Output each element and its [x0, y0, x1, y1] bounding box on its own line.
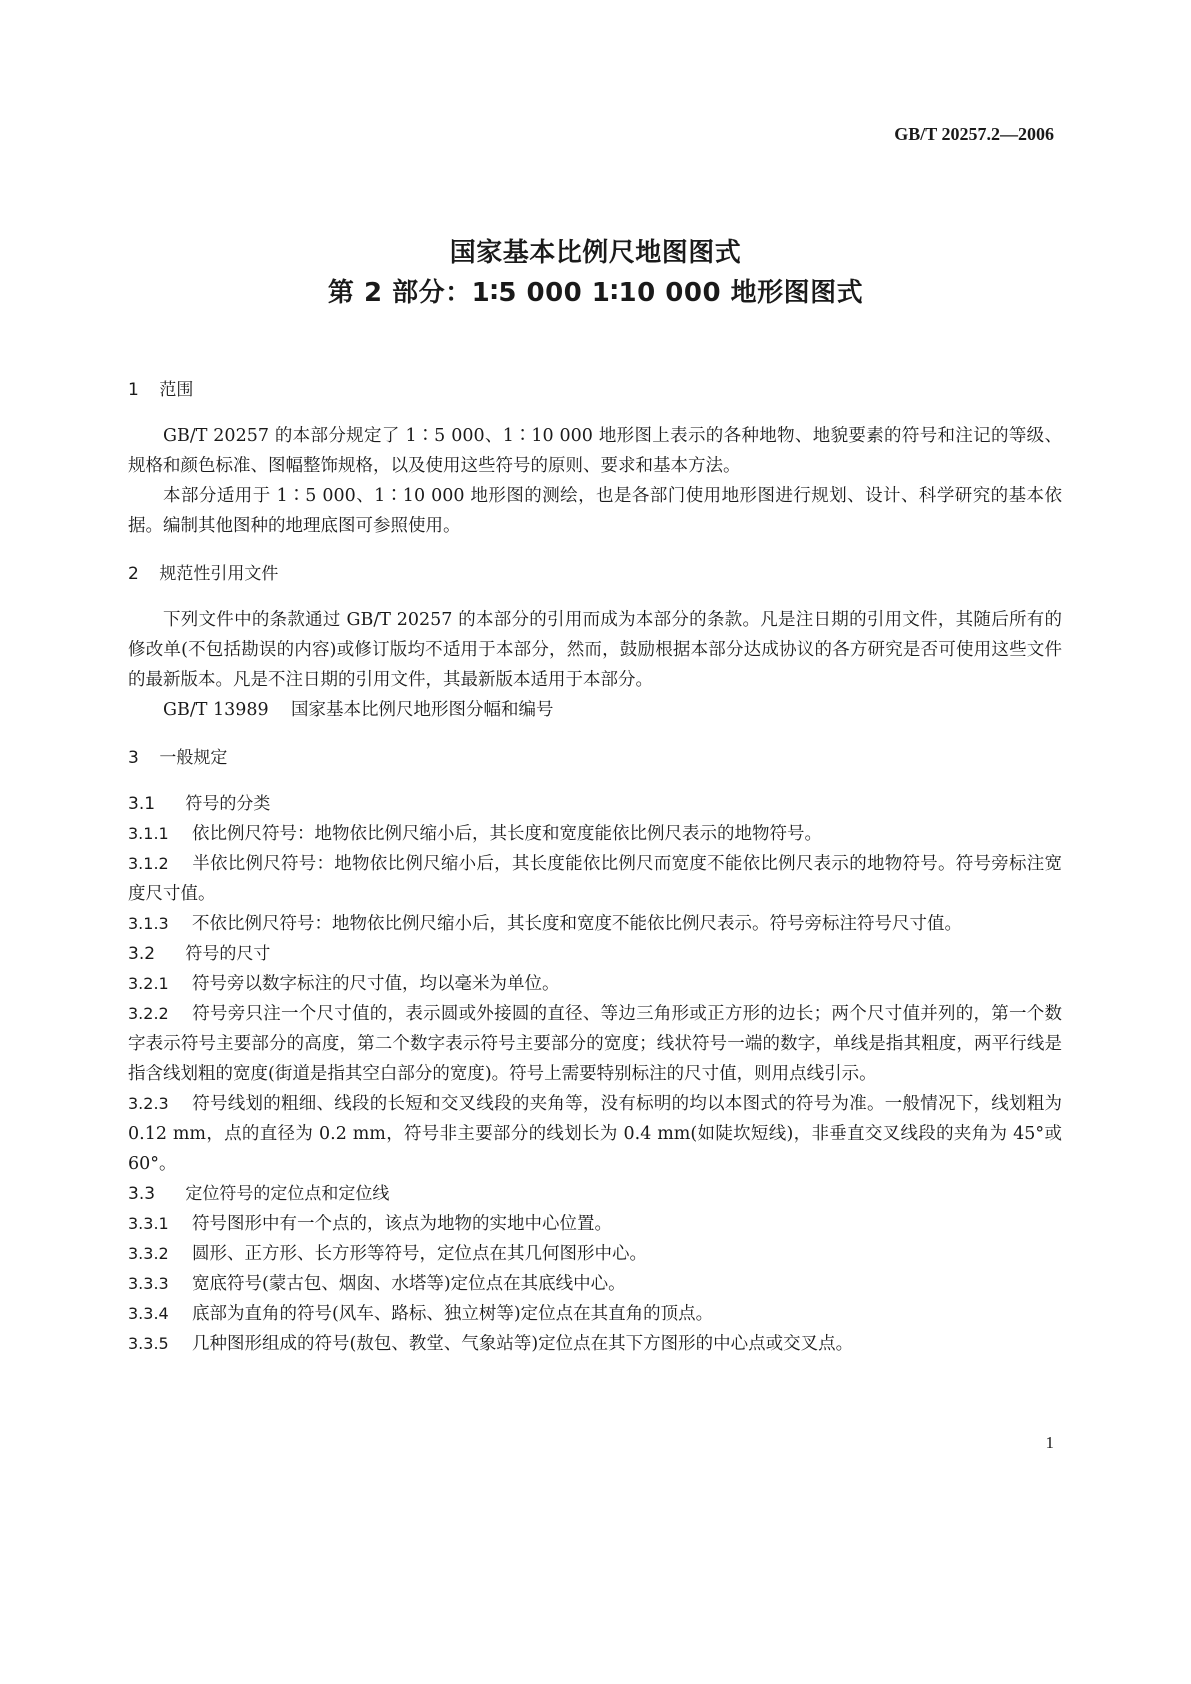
subsection-number: 3.3	[128, 1184, 156, 1204]
subsection-number: 3.1	[128, 794, 156, 814]
section-title: 规范性引用文件	[159, 564, 279, 584]
clause-3-3-1	[128, 1209, 1062, 1239]
clause-number: 3.3.2	[128, 1244, 169, 1263]
subsection-3-3-heading	[128, 1179, 1062, 1209]
section-title: 范围	[159, 380, 194, 400]
clause-3-2-3	[128, 1089, 1062, 1179]
clause-3-1-1	[128, 819, 1062, 849]
clause-number: 3.2.2	[128, 1004, 169, 1023]
normative-reference	[128, 695, 1062, 725]
clause-number: 3.3.1	[128, 1214, 169, 1233]
subsection-3-1-heading	[128, 789, 1062, 819]
clause-3-2-2	[128, 999, 1062, 1089]
clause-3-1-3	[128, 909, 1062, 939]
clause-text: 符号图形中有一个点的，该点为地物的实地中心位置。	[192, 1214, 612, 1234]
document-title: 国家基本比例尺地图图式	[449, 238, 742, 268]
clause-number: 3.2.3	[128, 1094, 169, 1113]
section-number: 3	[128, 748, 139, 768]
clause-text: 不依比例尺符号：地物依比例尺缩小后，其长度和宽度不能依比例尺表示。符号旁标注符号尺寸值。	[192, 914, 962, 934]
paragraph: GB/T 20257 的本部分规定了 1∶5 000、1∶10 000 地形图上表示的各种地物、地貌要素的符号和注记的等级、规格和颜色标准、图幅整饰规格，以及使用这些符号的原则、要求和基本方法。	[128, 426, 1062, 476]
document-subtitle: 第 2 部分：1∶5 000 1∶10 000 地形图图式	[327, 278, 864, 308]
clause-3-3-2	[128, 1239, 1062, 1269]
clause-3-3-4	[128, 1299, 1062, 1329]
clause-number: 3.3.3	[128, 1274, 169, 1293]
clause-number: 3.1.1	[128, 824, 169, 843]
clause-text: 底部为直角的符号(风车、路标、独立树等)定位点在其直角的顶点。	[192, 1304, 714, 1324]
subsection-title: 符号的分类	[185, 794, 271, 814]
section-2-heading	[128, 559, 1062, 589]
reference-code: GB/T 13989	[163, 700, 269, 720]
clause-3-1-2	[128, 849, 1062, 909]
clause-text: 几种图形组成的符号(敖包、教堂、气象站等)定位点在其下方图形的中心点或交叉点。	[192, 1334, 854, 1354]
paragraph: 下列文件中的条款通过 GB/T 20257 的本部分的引用而成为本部分的条款。凡是注日期的引用文件，其随后所有的修改单(不包括勘误的内容)或修订版均不适用于本部分，然而，鼓励根据本部分达成协议的各方研究是否可使用这些文件的最新版本。凡是不注日期的引用文件，其最新版本适用于本部分。	[128, 610, 1062, 690]
clause-number: 3.3.4	[128, 1304, 169, 1323]
subsection-title: 符号的尺寸	[185, 944, 271, 964]
clause-text: 宽底符号(蒙古包、烟囱、水塔等)定位点在其底线中心。	[192, 1274, 626, 1294]
subsection-number: 3.2	[128, 944, 156, 964]
clause-text: 半依比例尺符号：地物依比例尺缩小后，其长度能依比例尺而宽度不能依比例尺表示的地物符号。符号旁标注宽度尺寸值。	[128, 854, 1062, 904]
clause-3-3-5	[128, 1329, 1062, 1359]
paragraph: 本部分适用于 1∶5 000、1∶10 000 地形图的测绘，也是各部门使用地形图进行规划、设计、科学研究的基本依据。编制其他图种的地理底图可参照使用。	[128, 486, 1062, 536]
section-number: 1	[128, 380, 139, 400]
document-body	[128, 375, 1062, 1359]
clause-text: 符号旁只注一个尺寸值的，表示圆或外接圆的直径、等边三角形或正方形的边长；两个尺寸值并列的，第一个数字表示符号主要部分的高度，第二个数字表示符号主要部分的宽度；线状符号一端的数字，单线是指其粗度，两平行线是指含线划粗的宽度(街道是指其空白部分的宽度)。符号上需要特别标注的尺寸值，则用点线引示。	[128, 1004, 1062, 1084]
clause-3-2-1	[128, 969, 1062, 999]
section-1-heading	[128, 375, 1062, 405]
subsection-title: 定位符号的定位点和定位线	[185, 1184, 390, 1204]
clause-3-3-3	[128, 1269, 1062, 1299]
page-number: 1	[1045, 1433, 1054, 1452]
standard-number: GB/T 20257.2—2006	[894, 124, 1054, 144]
clause-text: 符号旁以数字标注的尺寸值，均以毫米为单位。	[192, 974, 560, 994]
clause-number: 3.2.1	[128, 974, 169, 993]
clause-text: 圆形、正方形、长方形等符号，定位点在其几何图形中心。	[192, 1244, 647, 1264]
reference-title: 国家基本比例尺地形图分幅和编号	[291, 700, 554, 720]
clause-text: 依比例尺符号：地物依比例尺缩小后，其长度和宽度能依比例尺表示的地物符号。	[192, 824, 822, 844]
clause-number: 3.1.2	[128, 854, 169, 873]
subsection-3-2-heading	[128, 939, 1062, 969]
section-title: 一般规定	[159, 748, 228, 768]
clause-number: 3.1.3	[128, 914, 169, 933]
section-number: 2	[128, 564, 139, 584]
clause-text: 符号线划的粗细、线段的长短和交叉线段的夹角等，没有标明的均以本图式的符号为准。一般情况下，线划粗为 0.12 mm，点的直径为 0.2 mm，符号非主要部分的线划长为 0.4 mm(如陡坎短线)，非垂直交叉线段的夹角为 45°或 60°。	[128, 1094, 1062, 1174]
section-3-heading	[128, 743, 1062, 773]
clause-number: 3.3.5	[128, 1334, 169, 1353]
